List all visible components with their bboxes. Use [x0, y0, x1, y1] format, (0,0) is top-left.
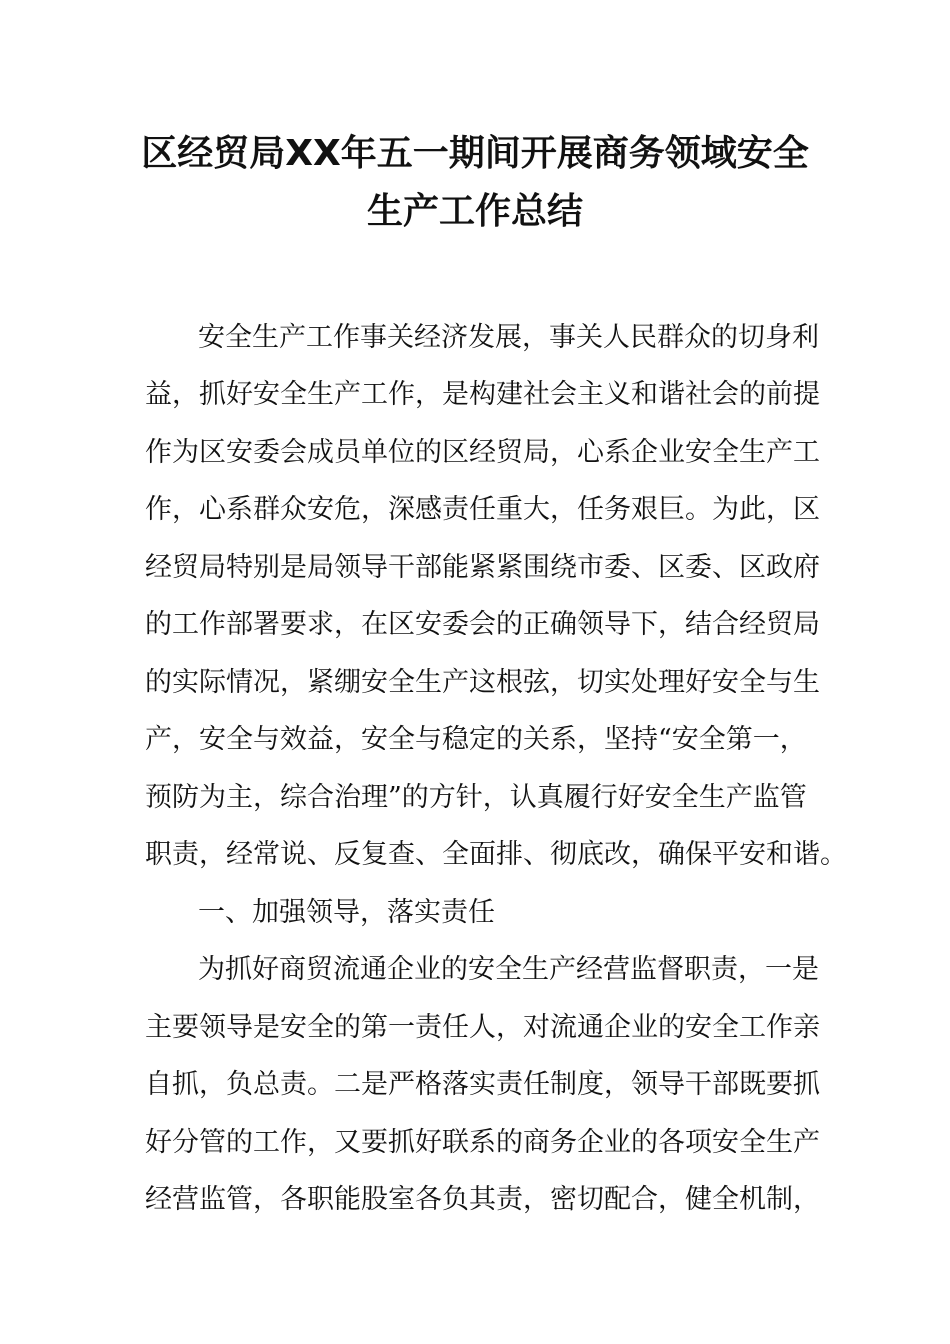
paragraph-line: 作为区安委会成员单位的区经贸局，心系企业安全生产工	[145, 437, 820, 468]
section-heading: 一、加强领导，落实责任	[198, 897, 495, 928]
paragraph-line: 的工作部署要求，在区安委会的正确领导下，结合经贸局	[145, 609, 820, 640]
paragraph-line: 产，安全与效益，安全与稳定的关系，坚持“安全第一，	[145, 724, 807, 755]
paragraph-line: 为抓好商贸流通企业的安全生产经营监督职责，一是	[198, 954, 819, 985]
paragraph-line: 作，心系群众安危，深感责任重大，任务艰巨。为此，区	[145, 494, 820, 525]
paragraph-line: 经贸局特别是局领导干部能紧紧围绕市委、区委、区政府	[145, 552, 820, 583]
paragraph-line: 自抓，负总责。二是严格落实责任制度，领导干部既要抓	[145, 1069, 820, 1100]
paragraph-line: 主要领导是安全的第一责任人，对流通企业的安全工作亲	[145, 1012, 820, 1043]
paragraph-line: 预防为主，综合治理”的方针，认真履行好安全生产监管	[145, 782, 807, 813]
paragraph-line: 好分管的工作，又要抓好联系的商务企业的各项安全生产	[145, 1127, 820, 1158]
paragraph-line: 职责，经常说、反复查、全面排、彻底改，确保平安和谐。	[145, 839, 847, 870]
paragraph-line: 的实际情况，紧绷安全生产这根弦，切实处理好安全与生	[145, 667, 820, 698]
paragraph-line: 经营监管，各职能股室各负其责，密切配合，健全机制，	[145, 1184, 820, 1215]
paragraph-line: 益，抓好安全生产工作，是构建社会主义和谐社会的前提	[145, 379, 820, 410]
paragraph-line: 安全生产工作事关经济发展，事关人民群众的切身利	[198, 322, 819, 353]
document-title-line-2: 生产工作总结	[366, 191, 583, 232]
document-title-line-1: 区经贸局XX年五一期间开展商务领域安全	[141, 133, 809, 174]
